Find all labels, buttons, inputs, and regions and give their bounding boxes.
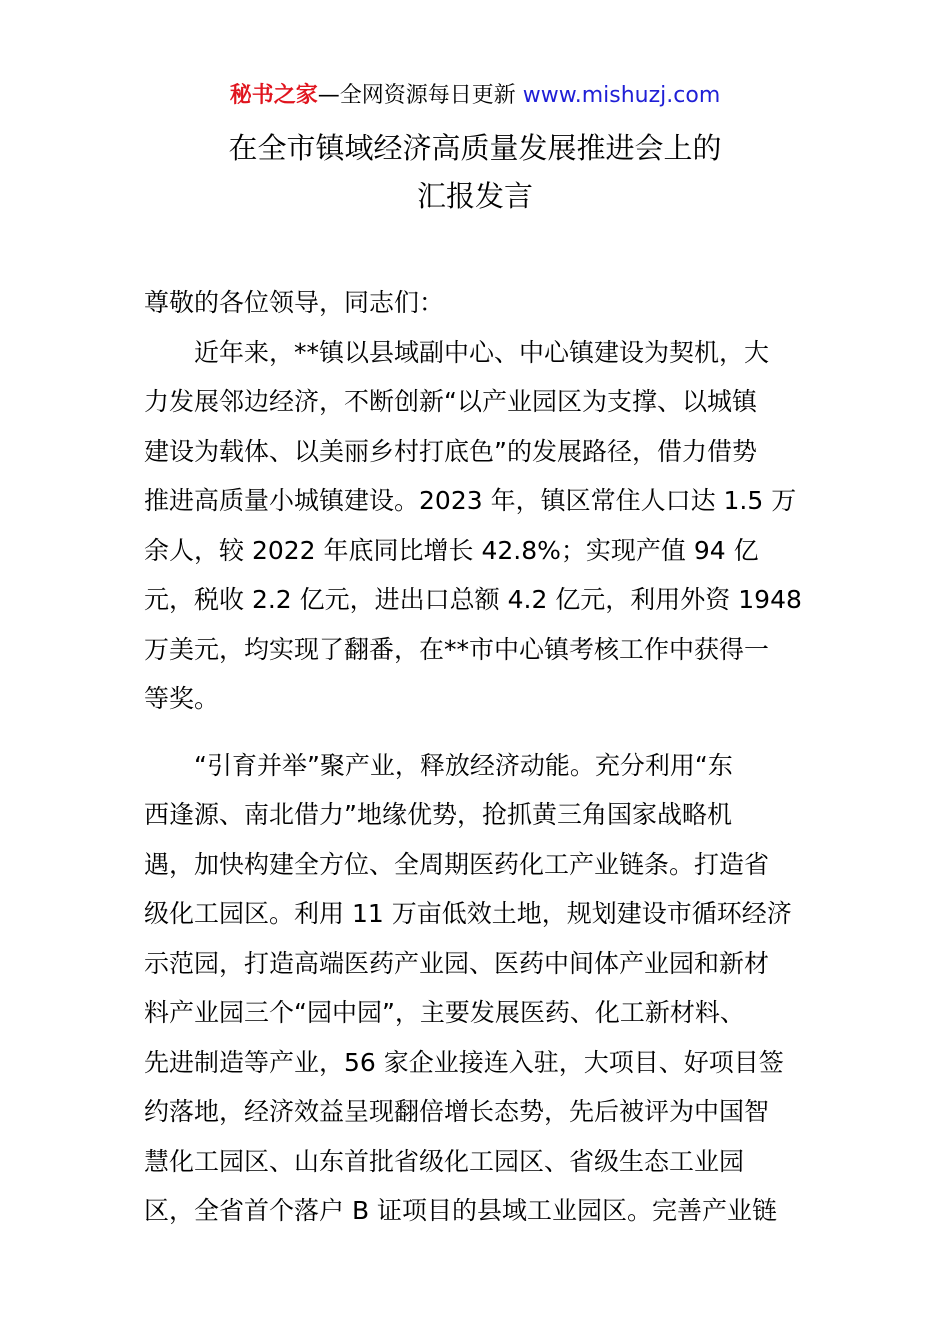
paragraph-1: [144, 328, 809, 724]
paragraph-line: 约落地，经济效益呈现翻倍增长态势，先后被评为中国智: [144, 1097, 770, 1126]
header-tagline: —全网资源每日更新: [317, 83, 516, 108]
paragraph-line: 遇，加快构建全方位、全周期医药化工产业链条。打造省: [144, 849, 770, 879]
paragraph-line: 先进制造等产业，56 家企业接连入驻，大项目、好项目签: [144, 1047, 784, 1077]
paragraph-line: 力发展邻边经济，不断创新“以产业园区为支撑、以城镇: [144, 387, 757, 416]
site-header: [0, 80, 950, 112]
paragraph-line: 示范园，打造高端医药产业园、医药中间体产业园和新材: [144, 948, 770, 978]
brand-name: 秘书之家: [229, 83, 318, 108]
site-url-link[interactable]: www.mishuzj.com: [522, 83, 721, 108]
paragraph-line: 元，税收 2.2 亿元，进出口总额 4.2 亿元，利用外资 1948: [144, 585, 802, 614]
paragraph-line: 慧化工园区、山东首批省级化工园区、省级生态工业园: [144, 1146, 745, 1176]
paragraph-line: 区，全省首个落户 B 证项目的县域工业园区。完善产业链: [144, 1196, 778, 1225]
document-title-line-1: 在全市镇域经济高质量发展推进会上的: [228, 131, 722, 165]
paragraph-line: 近年来，**镇以县域副中心、中心镇建设为契机，大: [194, 337, 770, 367]
paragraph-line: “引育并举”聚产业，释放经济动能。充分利用“东: [194, 750, 733, 780]
document-body: [144, 278, 809, 1236]
document-title-line-2: 汇报发言: [416, 179, 533, 213]
salutation: 尊敬的各位领导，同志们：: [144, 288, 445, 317]
paragraph-line: 万美元，均实现了翻番，在**市中心镇考核工作中获得一: [144, 634, 770, 664]
paragraph-2: [144, 741, 809, 1236]
paragraph-line: 推进高质量小城镇建设。2023 年，镇区常住人口达 1.5 万: [144, 486, 797, 515]
paragraph-line: 余人，较 2022 年底同比增长 42.8%；实现产值 94 亿: [144, 535, 759, 565]
paragraph-line: 建设为载体、以美丽乡村打底色”的发展路径，借力借势: [144, 436, 757, 466]
paragraph-line: 等奖。: [144, 684, 220, 713]
paragraph-line: 西逢源、南北借力”地缘优势，抢抓黄三角国家战略机: [144, 800, 732, 829]
paragraph-line: 级化工园区。利用 11 万亩低效土地，规划建设市循环经济: [144, 899, 792, 928]
paragraph-line: 料产业园三个“园中园”，主要发展医药、化工新材料、: [144, 998, 745, 1027]
